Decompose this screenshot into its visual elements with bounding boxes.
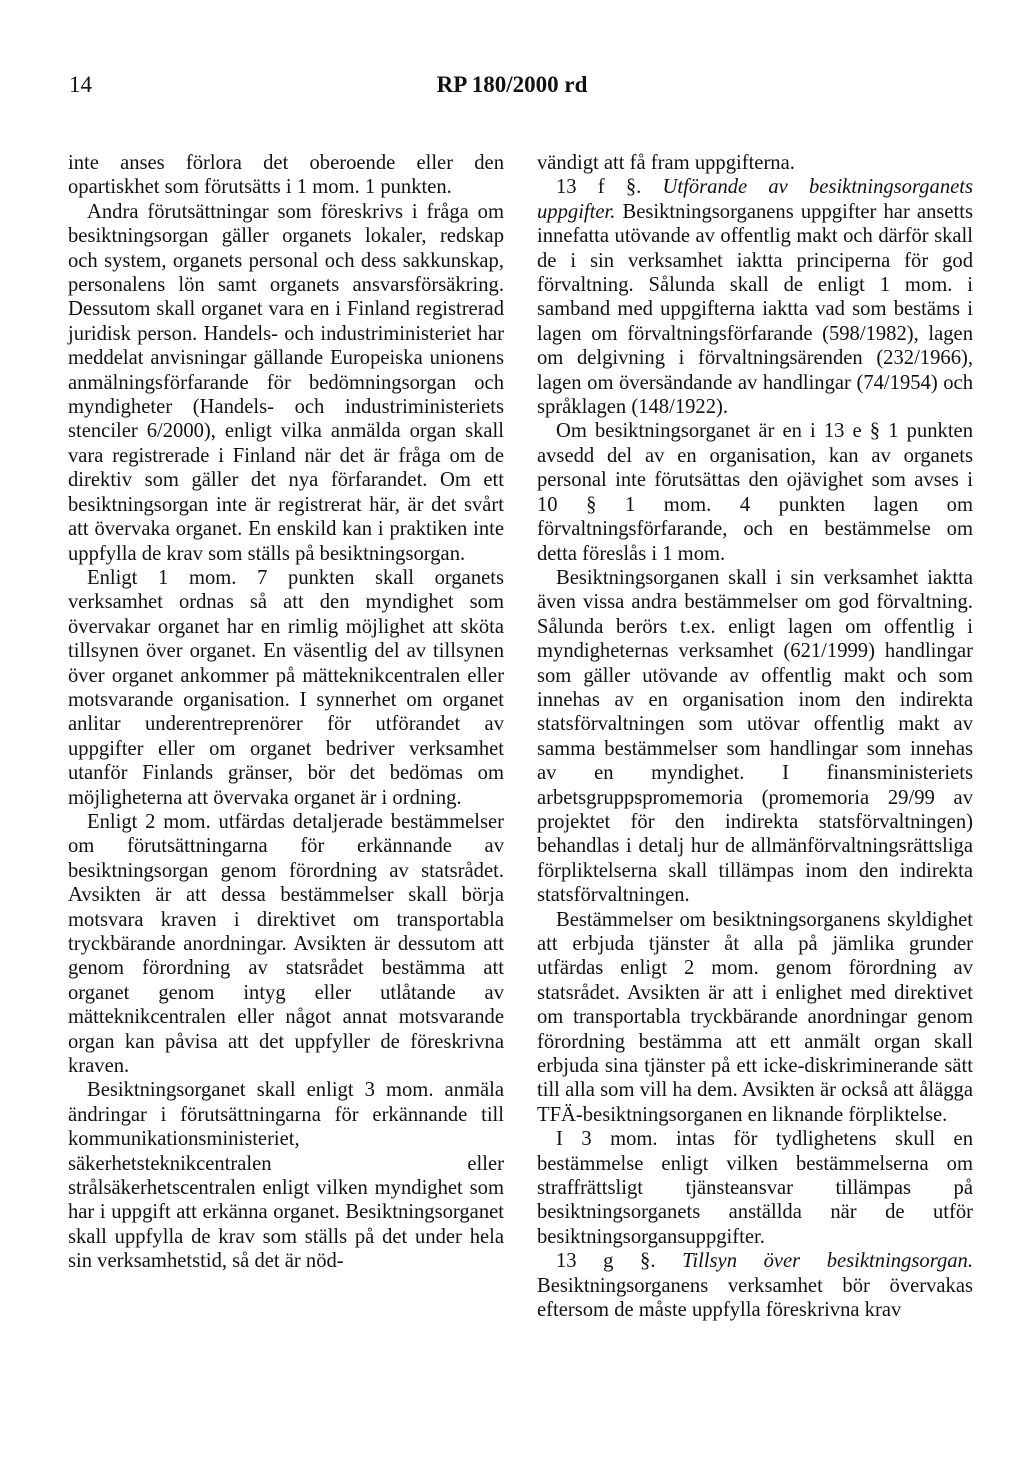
section-text: Besiktningsorganens verksamhet bör övervakas eftersom de måste uppfylla föreskrivna krav (537, 1274, 973, 1322)
paragraph: Om besiktningsorganet är en i 13 e § 1 punkten avsedd del av en organisation, kan av organets personal inte förutsättas den ojävighet som avses i 10 § 1 mom. 4 punkten lagen om förvaltningsförfarande, och en bestämmelse om detta föreslås i 1 mom. (537, 420, 973, 565)
section-13g (537, 1249, 973, 1322)
paragraph: Enligt 1 mom. 7 punkten skall organets verksamhet ordnas så att den myndighet som övervakar organet har en rimlig möjlighet att sköta tillsynen över organet. En väsentlig del av tillsynen över organet ankommer på mätteknikcentralen eller motsvarande organisation. I synnerhet om organet anlitar underentreprenörer för utförandet av uppgifter eller om organet bedriver verksamhet utanför Finlands gränser, bör det bedömas om möjligheterna att övervaka organet är i ordning. (68, 566, 504, 809)
section-title: Tillsyn över besiktningsorgan. (682, 1250, 973, 1273)
paragraph: Enligt 2 mom. utfärdas detaljerade bestämmelser om förutsättningarna för erkännande av besiktningsorgan genom förordning av statsrådet. Avsikten är att dessa bestämmelser skall börja motsvara kraven i direktivet om transportabla tryckbärande anordningar. Avsikten är dessutom att genom förordning av statsrådet bestämma att organet genom intyg eller utlåtande av mätteknikcentralen eller något annat motsvarande organ kan påvisa att det uppfyller de föreskrivna kraven. (68, 810, 504, 1078)
section-title: Utförande av besiktningsorganets uppgifter. (537, 176, 973, 223)
document-id: RP 180/2000 rd (436, 72, 588, 97)
section-text: Besiktningsorganens uppgifter har ansetts innefatta utövande av offentlig makt och därför skall de i sin verksamhet iaktta principerna för god förvaltning. Sålunda skall de enligt 1 mom. i samband med uppgifterna iaktta vad som bestäms i lagen om förvaltningsförfarande (598/1982), lagen om delgivning i förvaltningsärenden (232/1966), lagen om översändande av handlingar (74/1954) och språklagen (148/1922). (537, 200, 973, 419)
section-number: 13 g §. (556, 1250, 656, 1273)
paragraph: Bestämmelser om besiktningsorganens skyldighet att erbjuda tjänster åt alla på jämlika grunder utfärdas enligt 2 mom. genom förordning av statsrådet. Avsikten är att i enlighet med direktivet om transportabla tryckbärande anordningar genom förordning bestämma att ett anmält organ skall erbjuda sina tjänster på ett icke-diskriminerande sätt till alla som vill ha dem. Avsikten är också att ålägga TFÄ-besiktningsorganen en liknande förpliktelse. (537, 908, 973, 1126)
paragraph: Andra förutsättningar som föreskrivs i fråga om besiktningsorgan gäller organets lokaler, redskap och system, organets personal och dess sakkunskap, personalens lön samt organets ansvarsförsäkring. Dessutom skall organet vara en i Finland registrerad juridisk person. Handels- och industriministeriet har meddelat anvisningar gällande Europeiska unionens anmälningsförfarande för bedömningsorgan och myndigheter (Handels- och industriministeriets stenciler 6/2000), enligt vilka anmälda organ skall vara registrerade i Finland när det är fråga om de direktiv som gäller det nya förfarandet. Om ett besiktningsorgan inte är registrerat här, är det svårt att övervaka organet. En enskild kan i praktiken inte uppfylla de krav som ställs på besiktningsorgan. (68, 200, 504, 565)
section-number: 13 f §. (556, 176, 642, 199)
section-13f (537, 175, 973, 419)
right-column (537, 151, 973, 1323)
page-number: 14 (69, 72, 92, 97)
paragraph: I 3 mom. intas för tydlighetens skull en bestämmelse enligt vilken bestämmelserna om straffrättsligt tjänsteansvar tillämpas på besiktningsorganets anställda när de utför besiktningsorgansuppgifter. (537, 1128, 973, 1248)
paragraph: Besiktningsorganet skall enligt 3 mom. anmäla ändringar i förutsättningarna för erkännande till kommunikationsministeriet, säkerhetsteknikcentralen eller strålsäkerhetscentralen enligt vilken myndighet som har i uppgift att erkänna organet. Besiktningsorganet skall uppfylla de krav som ställs på det under hela sin verksamhetstid, så det är nöd- (68, 1079, 504, 1273)
paragraph: inte anses förlora det oberoende eller den opartiskhet som förutsätts i 1 mom. 1 punkten. (68, 152, 504, 199)
page-header (0, 72, 1024, 104)
paragraph: vändigt att få fram uppgifterna. (537, 152, 795, 174)
paragraph: Besiktningsorganen skall i sin verksamhet iaktta även vissa andra bestämmelser om god förvaltning. Sålunda berörs t.ex. enligt lagen om offentlig i myndigheternas verksamhet (621/1999) handlingar som gäller utövande av offentlig makt och som innehas av en organisation inom den indirekta statsförvaltningen som utövar offentlig makt av samma bestämmelser som handlingar som innehas av en myndighet. I finansministeriets arbetsgruppspromemoria (promemoria 29/99 av projektet för den indirekta statsförvaltningen) behandlas i detalj hur de allmänförvaltningsrättsliga förpliktelserna skall tillämpas inom den indirekta statsförvaltningen. (537, 566, 973, 907)
left-column (68, 151, 504, 1274)
